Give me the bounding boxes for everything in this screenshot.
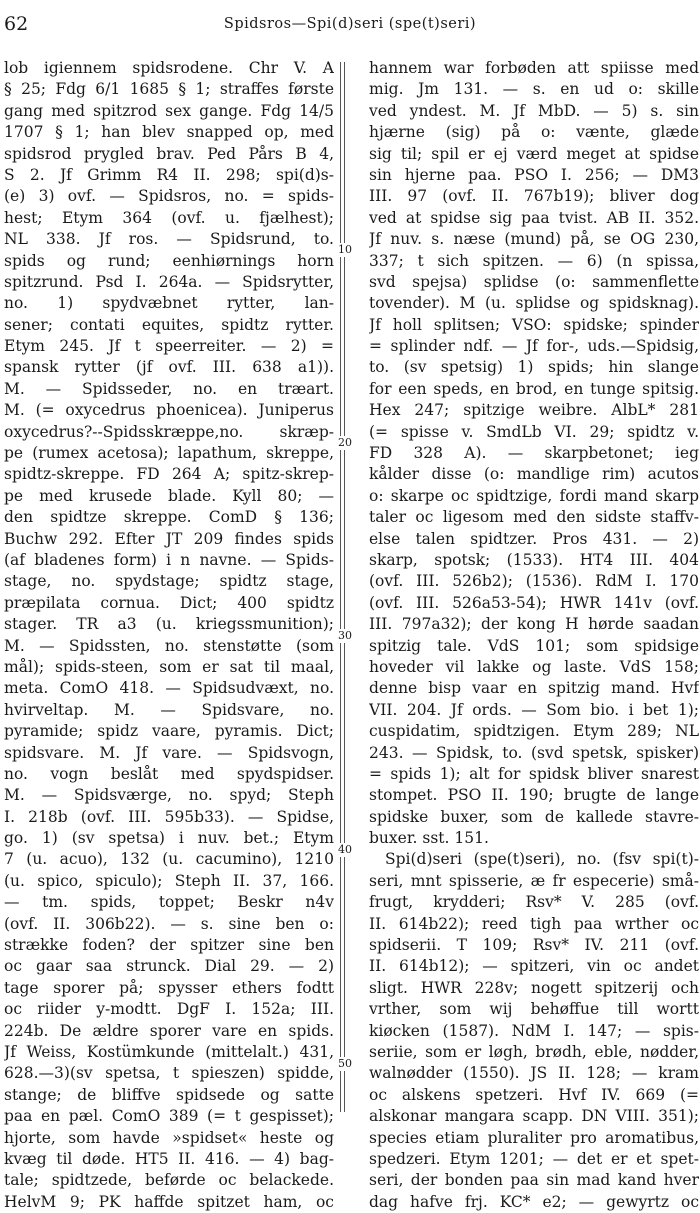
text-line: o: skarpe oc spidtzige, fordi mand skarp [369, 486, 699, 505]
text-line: pe (rumex acetosa); lapathum, skreppe, [4, 444, 334, 463]
left-text-column [4, 58, 334, 1213]
text-line: cuspidatim, spidtzigen. Etym 289; NL [369, 722, 699, 741]
text-line: mig. Jm 131. — s. en ud o: skille [369, 80, 699, 99]
right-text-column [369, 58, 699, 1213]
text-line: (= spisse v. SmdLb VI. 29; spidtz v. [369, 422, 699, 441]
text-line: spidsvare. M. Jf vare. — Spidsvogn, [4, 743, 334, 762]
text-line: præpilata cornua. Dict; 400 spidtz [4, 593, 334, 612]
text-line: spidtz-skreppe. FD 264 A; spitz-skrep- [4, 465, 334, 484]
text-line: § 25; Fdg 6/1 1685 § 1; straffes første [4, 80, 334, 99]
text-line: oc riider y-modtt. DgF I. 152a; III. [4, 1000, 334, 1019]
text-line: Jf Weiss, Kostümkunde (mittelalt.) 431, [4, 1042, 334, 1061]
page-number: 62 [4, 13, 29, 35]
text-line: (ovf. II. 306b22). — s. sine ben o: [4, 914, 334, 933]
text-line: lob igiennem spidsrodene. Chr V. A [4, 59, 334, 77]
text-line: NL 338. Jf ros. — Spidsrund, to. [4, 230, 334, 249]
text-line: M. — Spidsseder, no. en træart. [4, 379, 334, 398]
text-line: III. 97 (ovf. II. 767b19); bliver dog [369, 187, 699, 206]
text-line: sig til; spil er ej værd meget at spidse [369, 144, 699, 163]
text-line: M. — Spidssten, no. stenstøtte (som [4, 636, 334, 655]
text-line: pyramide; spidz vaare, pyramis. Dict; [4, 722, 334, 741]
text-line: 1707 § 1; han blev snapped op, med [4, 123, 334, 142]
running-title: Spidsros—Spi(d)seri (spe(t)seri) [223, 16, 477, 32]
text-line: ved at spidse sig paa tvist. AB II. 352. [369, 208, 699, 227]
text-line: else talen spidtzer. Pros 431. — 2) [369, 529, 699, 548]
text-line: = spids 1); alt for spidsk bliver snarest [369, 764, 699, 783]
text-line: M. (= oxycedrus phoenicea). Juniperus [4, 401, 334, 420]
text-line: II. 614b22); reed tigh paa wrther oc [369, 914, 699, 933]
text-line: spitzrund. Psd I. 264a. — Spidsrytter, [4, 272, 334, 291]
column-divider [344, 62, 345, 1112]
text-line: (ovf. III. 526a53-54); HWR 141v (ovf. [369, 593, 699, 612]
text-line: VII. 204. Jf ords. — Som bio. i bet 1); [369, 700, 699, 719]
text-line: Spi(d)seri (spe(t)seri), no. (fsv spi(t)- [385, 850, 699, 869]
text-line: FD 328 A). — skarpbetonet; ieg [369, 444, 699, 463]
text-line: Hex 247; spitzige weibre. AlbL* 281 [369, 401, 699, 420]
text-line: hest; Etym 364 (ovf. u. fjælhest); [4, 208, 334, 227]
text-line: paa en pæl. ComO 389 (= t gespisset); [4, 1107, 334, 1126]
text-line: II. 614b12); — spitzeri, vin oc andet [369, 957, 699, 976]
text-line: oc gaar saa strunck. Dial 29. — 2) [4, 957, 334, 976]
text-line: meta. ComO 418. — Spidsudvæxt, no. [4, 679, 334, 698]
text-line: (af bladenes form) i n navne. — Spids- [4, 550, 334, 569]
text-line: mål); spids-steen, som er sat til maal, [4, 657, 334, 676]
text-line: denne bisp vaar en spitzig mand. Hvf [369, 679, 699, 698]
text-line: strække foden? der spitzer sine ben [4, 936, 334, 955]
text-line: = splinder ndf. — Jf for-, uds.—Spidsig, [369, 337, 699, 356]
text-line: no. vogn beslåt med spydspidser. [4, 764, 334, 783]
text-line: (u. spico, spiculo); Steph II. 37, 166. [4, 871, 334, 890]
text-line: den spidtze skreppe. ComD § 136; [4, 508, 334, 527]
text-line: (ovf. III. 526b2); (1536). RdM I. 170 [369, 572, 699, 591]
text-line: III. 797a32); der kong H hørde saadan [369, 615, 699, 634]
text-line: seri, der bonden paa sin mad kand hver [369, 1171, 699, 1190]
column-divider [340, 62, 341, 1112]
text-line: to. (sv spetsig) 1) spids; hin slange [369, 358, 699, 377]
text-line: skarp, spotsk; (1533). HT4 III. 404 [369, 550, 699, 569]
line-number: 20 [338, 436, 352, 449]
text-line: dag hafve frj. KC* e2; — gewyrtz oc [369, 1192, 699, 1211]
text-line: svd spejsa) splidse (o: sammenflette [369, 272, 699, 291]
text-line: Jf nuv. s. næse (mund) på, se OG 230, [369, 230, 699, 249]
text-line: stage, no. spydstage; spidtz stage, [4, 572, 334, 591]
text-line: spansk rytter (jf ovf. III. 638 a1)). [4, 358, 334, 377]
text-line: kiøcken (1587). NdM I. 147; — spis- [369, 1021, 699, 1040]
text-line: walnødder (1550). JS II. 128; — kram [369, 1064, 699, 1083]
text-line: 224b. De ældre sporer vare en spids. [4, 1021, 334, 1040]
text-line: (e) 3) ovf. — Spidsros, no. = spids- [4, 187, 334, 206]
text-line: HelvM 9; PK haffde spitzet ham, oc [4, 1192, 334, 1211]
text-line: Etym 245. Jf t speerreiter. — 2) = [4, 337, 334, 356]
text-line: hjærne (sig) på o: vænte, glæde [369, 123, 699, 142]
text-line: no. 1) spydvæbnet rytter, lan- [4, 294, 334, 313]
text-line: buxer. sst. 151. [369, 829, 489, 848]
text-line: hvirveltap. M. — Spidsvare, no. [4, 700, 334, 719]
text-line: taler oc ligesom med den sidste staffv- [369, 508, 699, 527]
text-line: oc alskens spetzeri. Hvf IV. 669 (= [369, 1085, 699, 1104]
text-line: — tm. spids, toppet; Beskr n4v [4, 893, 334, 912]
text-line: Buchw 292. Efter JT 209 findes spids [4, 529, 334, 548]
text-line: tage sporer på; spysser ethers fodtt [4, 978, 334, 997]
text-line: frugt, krydderi; Rsv* V. 285 (ovf. [369, 893, 699, 912]
text-line: spids og rund; eenhiørnings horn [4, 251, 334, 270]
text-line: stompet. PSO II. 190; brugte de lange [369, 786, 699, 805]
text-line: gang med spitzrod sex gange. Fdg 14/5 [4, 101, 334, 120]
text-line: sener; contati equites, spidtz rytter. [4, 315, 334, 334]
text-line: S 2. Jf Grimm R4 II. 298; spi(d)s- [4, 165, 334, 184]
text-line: pe med krusede blade. Kyll 80; — [4, 486, 334, 505]
page-header [0, 0, 700, 46]
line-number: 10 [338, 243, 352, 256]
text-line: spidsrod prygled brav. Ped Pårs B 4, [4, 144, 334, 163]
text-line: spedzeri. Etym 1201; — det er et spet- [369, 1149, 699, 1168]
text-line: tale; spidtzede, beførde oc belackede. [4, 1171, 334, 1190]
text-line: kvæg til døde. HT5 II. 416. — 4) bag- [4, 1149, 334, 1168]
text-line: seriie, som er løgh, brødh, eble, nødder, [369, 1042, 699, 1061]
text-line: sin hjerne paa. PSO I. 256; — DM3 [369, 165, 699, 184]
text-line: 7 (u. acuo), 132 (u. cacumino), 1210 [4, 850, 334, 869]
text-line: hjorte, som havde »spidset« heste og [4, 1128, 334, 1147]
text-line: spitzig tale. VdS 101; som spidsige [369, 636, 699, 655]
text-line: oxycedrus?--Spidsskræppe,no. skræp- [4, 422, 334, 441]
text-line: 243. — Spidsk, to. (svd spetsk, spisker) [369, 743, 699, 762]
line-number: 40 [338, 843, 352, 856]
text-line: I. 218b (ovf. III. 595b33). — Spidse, [4, 807, 334, 826]
text-line: kålder disse (o: mandlige rim) acutos [369, 465, 699, 484]
text-line: vrther, som wij behøffue till wortt [369, 1000, 699, 1019]
text-line: for een speds, en brod, en tunge spitsig. [369, 379, 699, 398]
text-line: species etiam pluraliter pro aromatibus, [369, 1128, 699, 1147]
line-number: 50 [338, 1057, 352, 1070]
text-line: M. — Spidsværge, no. spyd; Steph [4, 786, 334, 805]
text-line: stange; de bliffve spidsede og satte [4, 1085, 334, 1104]
text-line: 337; t sich spitzen. — 6) (n spissa, [369, 251, 699, 270]
text-line: spidserii. T 109; Rsv* IV. 211 (ovf. [369, 936, 699, 955]
text-line: spidske buxer, som de kallede stavre- [369, 807, 699, 826]
text-line: tovender). M (u. splidse og spidsknag). [369, 294, 699, 313]
text-line: Jf holl splitsen; VSO: spidske; spinder [369, 315, 699, 334]
text-line: ved yndest. M. Jf MbD. — 5) s. sin [369, 101, 699, 120]
text-line: 628.—3)(sv spetsa, t spieszen) spidde, [4, 1064, 334, 1083]
text-line: seri, mnt spisserie, æ fr especerie) små- [369, 871, 699, 890]
text-line: alskonar mangara scapp. DN VIII. 351); [369, 1107, 699, 1126]
text-line: hoveder vil lakke og laste. VdS 158; [369, 657, 699, 676]
text-line: sligt. HWR 228v; nogett spitzerij och [369, 978, 699, 997]
line-number: 30 [338, 629, 352, 642]
text-line: hannem war forbøden att spiisse med [369, 59, 699, 77]
text-line: stager. TR a3 (u. kriegssmunition); [4, 615, 334, 634]
text-line: go. 1) (sv spetsa) i nuv. bet.; Etym [4, 829, 334, 848]
